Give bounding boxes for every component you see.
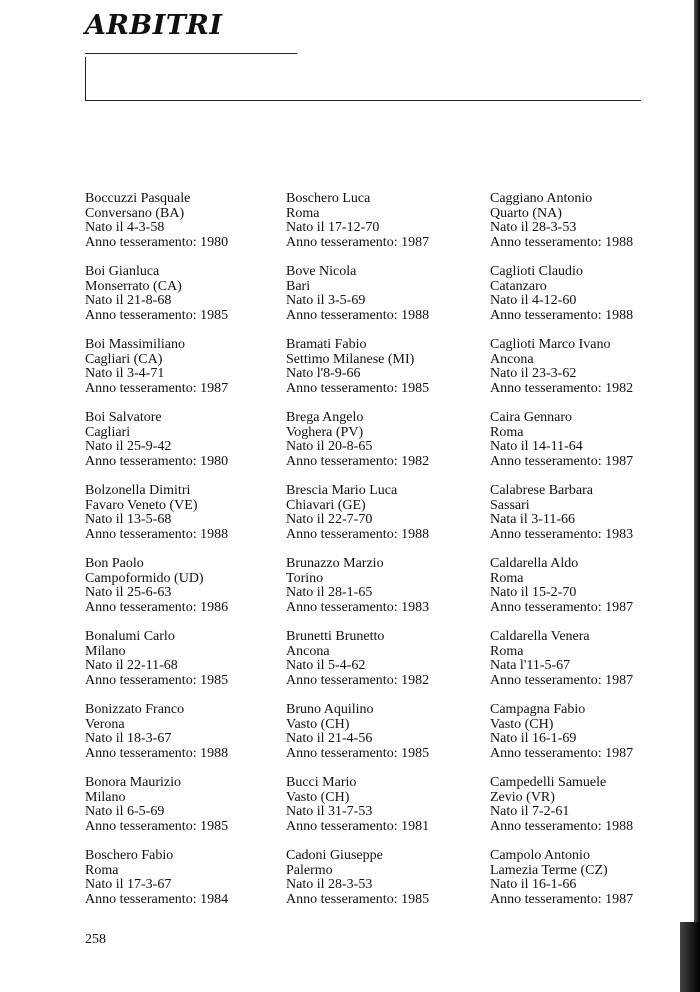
referee-entry <box>490 411 690 484</box>
referee-birth: Nato il 20-8-65 <box>286 439 373 455</box>
referee-place: Catanzaro <box>490 278 547 294</box>
referee-entry <box>85 703 285 776</box>
referee-name: Caglioti Claudio <box>490 264 583 279</box>
referee-entry <box>85 776 285 849</box>
referee-name: Campolo Antonio <box>490 848 590 863</box>
referee-registration-year: Anno tesseramento: 1987 <box>490 745 634 761</box>
referee-place: Zevio (VR) <box>490 789 555 805</box>
referee-birth: Nato il 6-5-69 <box>85 804 165 820</box>
referee-registration-year: Anno tesseramento: 1985 <box>85 818 229 834</box>
referee-name: Bon Paolo <box>85 556 144 571</box>
referee-registration-year: Anno tesseramento: 1988 <box>286 526 430 542</box>
referee-name: Boi Gianluca <box>85 264 160 279</box>
referee-place: Chiavari (GE) <box>286 497 366 513</box>
referee-place: Sassari <box>490 497 530 513</box>
referee-place: Roma <box>286 205 320 221</box>
referee-birth: Nato il 18-3-67 <box>85 731 172 747</box>
referee-entry <box>286 776 486 849</box>
referee-name: Brunazzo Marzio <box>286 556 384 571</box>
referee-place: Bari <box>286 278 311 294</box>
referee-name: Caldarella Venera <box>490 629 590 644</box>
referee-birth: Nato l'8-9-66 <box>286 366 361 382</box>
referee-birth: Nata il 3-11-66 <box>490 512 576 528</box>
referee-entry <box>85 557 285 630</box>
referee-entry <box>490 557 690 630</box>
referee-entry <box>286 557 486 630</box>
referee-entry <box>286 411 486 484</box>
referee-entry <box>85 484 285 557</box>
referee-birth: Nato il 4-12-60 <box>490 293 577 309</box>
referee-registration-year: Anno tesseramento: 1988 <box>490 818 634 834</box>
referee-name: Brescia Mario Luca <box>286 483 398 498</box>
referee-entry <box>85 338 285 411</box>
referee-name: Bucci Mario <box>286 775 357 790</box>
column-3 <box>490 192 690 922</box>
referee-place: Monserrato (CA) <box>85 278 182 294</box>
referee-birth: Nato il 16-1-66 <box>490 877 577 893</box>
referee-place: Roma <box>490 643 524 659</box>
referee-birth: Nato il 5-4-62 <box>286 658 366 674</box>
referee-birth: Nato il 28-3-53 <box>286 877 373 893</box>
referee-place: Ancona <box>286 643 330 659</box>
referee-entry <box>85 265 285 338</box>
referee-registration-year: Anno tesseramento: 1988 <box>490 234 634 250</box>
referee-birth: Nato il 22-7-70 <box>286 512 373 528</box>
referee-registration-year: Anno tesseramento: 1986 <box>85 599 229 615</box>
referee-registration-year: Anno tesseramento: 1985 <box>286 745 430 761</box>
referee-registration-year: Anno tesseramento: 1987 <box>286 234 430 250</box>
referee-entry <box>286 265 486 338</box>
scan-edge-shadow <box>694 0 700 992</box>
column-2 <box>286 192 486 922</box>
referee-registration-year: Anno tesseramento: 1988 <box>85 526 229 542</box>
referee-registration-year: Anno tesseramento: 1985 <box>85 672 229 688</box>
referee-birth: Nato il 13-5-68 <box>85 512 172 528</box>
referee-place: Milano <box>85 643 126 659</box>
referee-birth: Nato il 28-1-65 <box>286 585 373 601</box>
referee-registration-year: Anno tesseramento: 1983 <box>490 526 634 542</box>
referee-name: Bonora Maurizio <box>85 775 182 790</box>
referee-name: Caglioti Marco Ivano <box>490 337 611 352</box>
referee-entry <box>286 484 486 557</box>
referee-name: Campagna Fabio <box>490 702 586 717</box>
referee-entry <box>286 849 486 922</box>
referee-name: Boi Massimiliano <box>85 337 185 352</box>
referee-registration-year: Anno tesseramento: 1987 <box>490 599 634 615</box>
referee-registration-year: Anno tesseramento: 1987 <box>85 380 229 396</box>
header-frame <box>85 57 641 101</box>
referee-birth: Nato il 23-3-62 <box>490 366 577 382</box>
referee-registration-year: Anno tesseramento: 1983 <box>286 599 430 615</box>
referee-registration-year: Anno tesseramento: 1985 <box>286 891 430 907</box>
referee-birth: Nato il 17-12-70 <box>286 220 380 236</box>
referee-entry <box>490 192 690 265</box>
referee-birth: Nato il 15-2-70 <box>490 585 577 601</box>
referee-place: Settimo Milanese (MI) <box>286 351 415 367</box>
referee-entry <box>286 338 486 411</box>
referee-place: Roma <box>85 862 119 878</box>
referee-birth: Nato il 16-1-69 <box>490 731 577 747</box>
referee-name: Boschero Fabio <box>85 848 174 863</box>
referee-entry <box>286 192 486 265</box>
referee-place: Conversano (BA) <box>85 205 185 221</box>
referee-place: Ancona <box>490 351 534 367</box>
referee-registration-year: Anno tesseramento: 1984 <box>85 891 229 907</box>
referee-birth: Nato il 4-3-58 <box>85 220 165 236</box>
referee-place: Torino <box>286 570 324 586</box>
referee-birth: Nato il 25-9-42 <box>85 439 172 455</box>
referee-name: Brunetti Brunetto <box>286 629 385 644</box>
referee-registration-year: Anno tesseramento: 1987 <box>490 891 634 907</box>
referee-name: Brega Angelo <box>286 410 364 425</box>
referee-birth: Nata l'11-5-67 <box>490 658 571 674</box>
referee-name: Bove Nicola <box>286 264 357 279</box>
column-1 <box>85 192 285 922</box>
referee-birth: Nato il 14-11-64 <box>490 439 583 455</box>
referee-entry <box>490 703 690 776</box>
referee-registration-year: Anno tesseramento: 1988 <box>85 745 229 761</box>
referee-entry <box>85 849 285 922</box>
referee-name: Cadoni Giuseppe <box>286 848 383 863</box>
referee-place: Vasto (CH) <box>286 716 350 732</box>
referee-name: Bolzonella Dimitri <box>85 483 191 498</box>
referee-name: Bonalumi Carlo <box>85 629 175 644</box>
referee-place: Favaro Veneto (VE) <box>85 497 198 513</box>
referee-place: Palermo <box>286 862 333 878</box>
referee-birth: Nato il 21-8-68 <box>85 293 172 309</box>
referee-registration-year: Anno tesseramento: 1988 <box>286 307 430 323</box>
referee-entry <box>490 776 690 849</box>
referee-name: Boi Salvatore <box>85 410 162 425</box>
referee-birth: Nato il 17-3-67 <box>85 877 172 893</box>
referee-entry <box>85 411 285 484</box>
referee-registration-year: Anno tesseramento: 1982 <box>286 672 430 688</box>
referee-place: Cagliari (CA) <box>85 351 163 367</box>
referee-place: Roma <box>490 570 524 586</box>
referee-birth: Nato il 3-4-71 <box>85 366 165 382</box>
referee-place: Campoformido (UD) <box>85 570 204 586</box>
referee-place: Roma <box>490 424 524 440</box>
referee-entry <box>286 703 486 776</box>
referee-registration-year: Anno tesseramento: 1980 <box>85 453 229 469</box>
referee-registration-year: Anno tesseramento: 1987 <box>490 453 634 469</box>
referee-place: Verona <box>85 716 125 732</box>
referee-name: Boschero Luca <box>286 191 371 206</box>
referee-entry <box>490 630 690 703</box>
referee-name: Caggiano Antonio <box>490 191 593 206</box>
referee-birth: Nato il 22-11-68 <box>85 658 178 674</box>
referee-entry <box>85 192 285 265</box>
referee-place: Vasto (CH) <box>490 716 554 732</box>
referee-name: Calabrese Barbara <box>490 483 593 498</box>
referee-entry <box>286 630 486 703</box>
referee-place: Lamezia Terme (CZ) <box>490 862 608 878</box>
referee-birth: Nato il 7-2-61 <box>490 804 570 820</box>
referee-entry <box>490 338 690 411</box>
referee-birth: Nato il 25-6-63 <box>85 585 172 601</box>
referee-name: Caira Gennaro <box>490 410 573 425</box>
referee-name: Bramati Fabio <box>286 337 367 352</box>
referee-registration-year: Anno tesseramento: 1987 <box>490 672 634 688</box>
referee-name: Bonizzato Franco <box>85 702 185 717</box>
section-title: ARBITRI <box>85 10 223 41</box>
referee-birth: Nato il 31-7-53 <box>286 804 373 820</box>
referee-registration-year: Anno tesseramento: 1985 <box>85 307 229 323</box>
referee-entry <box>490 484 690 557</box>
referee-registration-year: Anno tesseramento: 1982 <box>490 380 634 396</box>
referee-birth: Nato il 3-5-69 <box>286 293 366 309</box>
referee-registration-year: Anno tesseramento: 1982 <box>286 453 430 469</box>
referee-place: Vasto (CH) <box>286 789 350 805</box>
title-underline <box>85 53 297 54</box>
page-number: 258 <box>85 932 106 947</box>
referee-place: Quarto (NA) <box>490 205 562 221</box>
referee-place: Voghera (PV) <box>286 424 364 440</box>
referee-entry <box>85 630 285 703</box>
referee-registration-year: Anno tesseramento: 1988 <box>490 307 634 323</box>
referee-registration-year: Anno tesseramento: 1985 <box>286 380 430 396</box>
referee-birth: Nato il 21-4-56 <box>286 731 373 747</box>
referee-entry <box>490 849 690 922</box>
scan-edge-corner <box>680 922 700 992</box>
referee-name: Bruno Aquilino <box>286 702 374 717</box>
referee-place: Milano <box>85 789 126 805</box>
referee-name: Boccuzzi Pasquale <box>85 191 191 206</box>
referee-registration-year: Anno tesseramento: 1981 <box>286 818 430 834</box>
referee-registration-year: Anno tesseramento: 1980 <box>85 234 229 250</box>
referee-entry <box>490 265 690 338</box>
referee-name: Caldarella Aldo <box>490 556 579 571</box>
referee-name: Campedelli Samuele <box>490 775 607 790</box>
referee-place: Cagliari <box>85 424 131 440</box>
referee-birth: Nato il 28-3-53 <box>490 220 577 236</box>
